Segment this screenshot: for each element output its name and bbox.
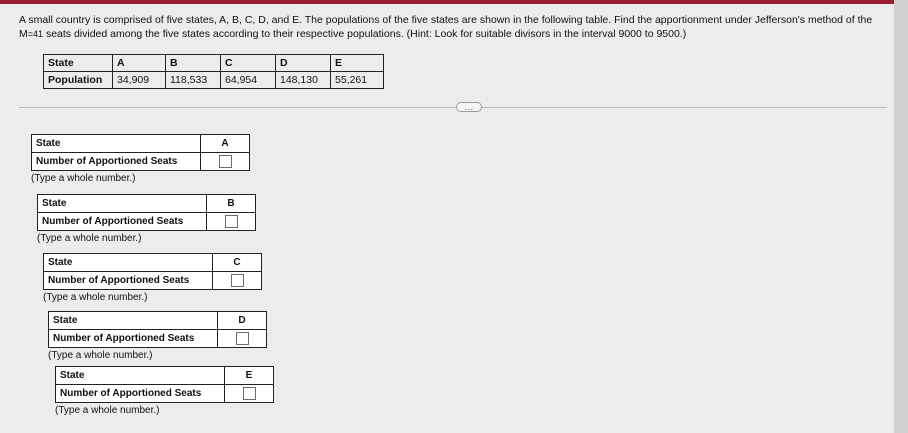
state-label: State — [32, 135, 201, 153]
state-label: State — [56, 367, 225, 385]
seats-label: Number of Apportioned Seats — [32, 153, 201, 171]
answer-block-b — [37, 194, 256, 244]
right-edge-panel — [894, 0, 908, 433]
population-cell: 55,261 — [331, 72, 384, 89]
hint-text: (Type a whole number.) — [48, 350, 153, 361]
population-cell: 64,954 — [221, 72, 276, 89]
state-cell: A — [113, 55, 166, 72]
seats-input-a[interactable] — [219, 155, 232, 168]
seats-input-d[interactable] — [236, 332, 249, 345]
seats-input-e[interactable] — [243, 387, 256, 400]
answer-block-a — [31, 134, 250, 184]
answer-block-e — [55, 366, 274, 416]
m-variable: M — [19, 28, 28, 40]
seats-label: Number of Apportioned Seats — [38, 213, 207, 231]
top-bar — [0, 0, 908, 4]
state-row — [44, 55, 384, 72]
population-cell: 118,533 — [166, 72, 221, 89]
state-value: B — [207, 195, 256, 213]
answer-table-b — [37, 194, 256, 231]
state-value: C — [213, 254, 262, 272]
hint-text: (Type a whole number.) — [31, 173, 136, 184]
seats-label: Number of Apportioned Seats — [49, 330, 218, 348]
state-label: State — [38, 195, 207, 213]
state-label: State — [44, 254, 213, 272]
seats-input-b[interactable] — [225, 215, 238, 228]
answer-table-a — [31, 134, 250, 171]
hint-text: (Type a whole number.) — [55, 405, 160, 416]
seats-label: Number of Apportioned Seats — [44, 272, 213, 290]
hint-text: (Type a whole number.) — [43, 292, 148, 303]
more-button[interactable]: … — [456, 102, 482, 112]
answer-block-c — [43, 253, 262, 303]
state-value: E — [225, 367, 274, 385]
answer-table-e — [55, 366, 274, 403]
answer-table-c — [43, 253, 262, 290]
problem-text-2: seats divided among the five states according to their respective populations. (Hint: Look for suitable divisors in the interval 9000 to 9500.) — [43, 28, 687, 40]
seats-label: Number of Apportioned Seats — [56, 385, 225, 403]
state-header: State — [44, 55, 113, 72]
problem-text: A small country is comprised of five states, A, B, C, D, and E. The populations of the five states are shown in the following table. Find the apportionment under Jefferson's method of the — [19, 14, 873, 26]
state-cell: E — [331, 55, 384, 72]
population-row — [44, 72, 384, 89]
state-cell: D — [276, 55, 331, 72]
answer-block-d — [48, 311, 267, 361]
m-value: =41 — [27, 29, 44, 39]
state-value: D — [218, 312, 267, 330]
population-cell: 34,909 — [113, 72, 166, 89]
population-header: Population — [44, 72, 113, 89]
population-cell: 148,130 — [276, 72, 331, 89]
state-cell: B — [166, 55, 221, 72]
problem-statement — [19, 13, 899, 41]
state-value: A — [201, 135, 250, 153]
state-cell: C — [221, 55, 276, 72]
seats-input-c[interactable] — [231, 274, 244, 287]
answer-table-d — [48, 311, 267, 348]
hint-text: (Type a whole number.) — [37, 233, 142, 244]
population-table — [43, 54, 384, 89]
state-label: State — [49, 312, 218, 330]
section-divider — [19, 107, 887, 108]
